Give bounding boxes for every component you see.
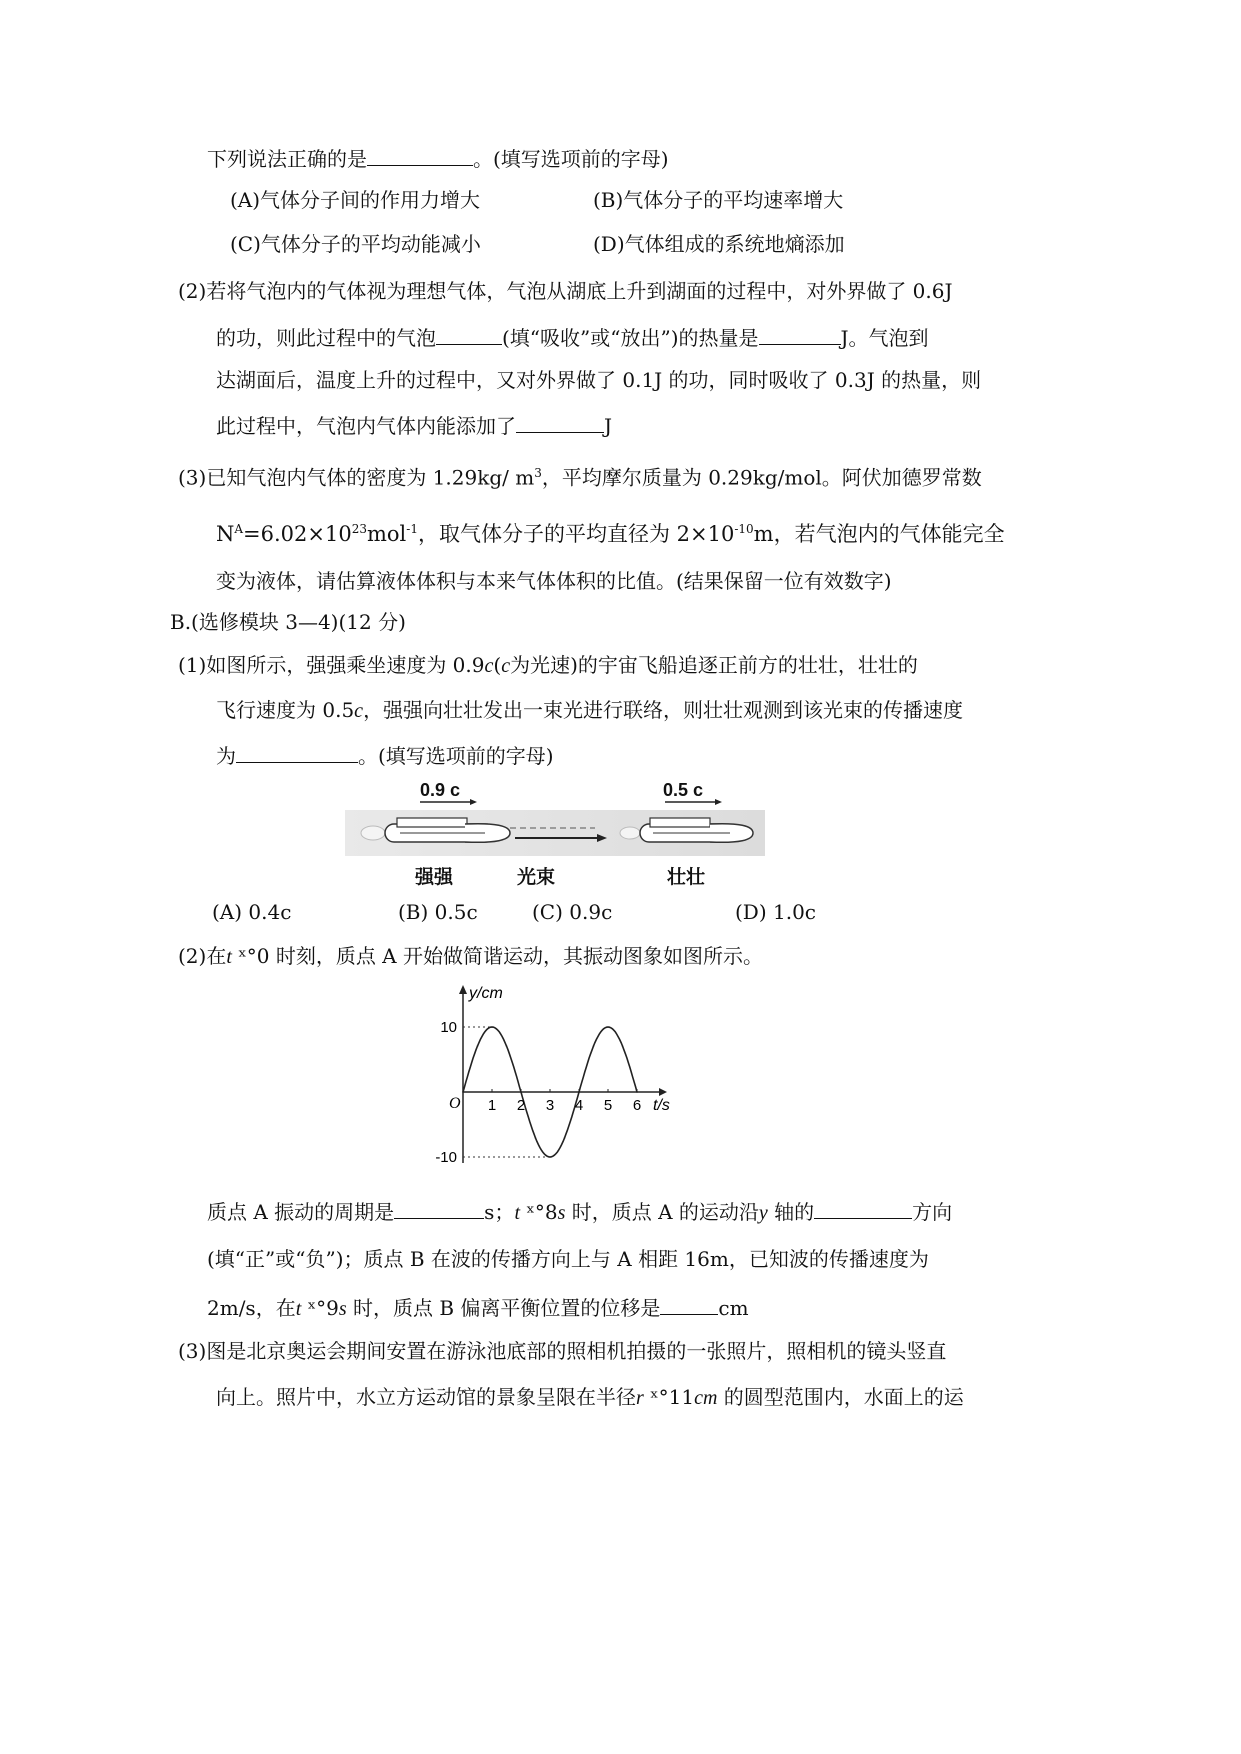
b1-line-2 [216, 696, 963, 725]
vibration-chart-svg [428, 980, 688, 1175]
option-b: (B)气体分子的平均速率增大 [593, 188, 844, 212]
data-point [462, 1091, 464, 1093]
q2-text: J [604, 414, 613, 438]
velocity-arrowhead-right [715, 799, 722, 805]
q3-sup: -1 [406, 522, 418, 536]
y-axis-label: y/cm [469, 985, 503, 1002]
b1-text: 飞行速度为 0.5 [216, 698, 355, 722]
q3-text: N [216, 522, 235, 546]
vibration-chart [428, 980, 688, 1175]
absorb-release-blank[interactable] [436, 322, 502, 345]
period-blank[interactable] [394, 1196, 484, 1219]
b2-text: (2)在 [178, 944, 227, 968]
direction-blank[interactable] [814, 1196, 912, 1219]
b2q-text: s； [484, 1200, 515, 1224]
b2-text: ˣ°0 时刻，质点 A 开始做简谐运动，其振动图象如图所示。 [231, 944, 763, 968]
option-d: (D)气体组成的系统地熵添加 [593, 232, 845, 256]
x-axis-arrow [659, 1088, 667, 1096]
data-point [506, 1045, 508, 1047]
q3-text: mol [367, 522, 407, 546]
q3-text: ，取气体分子的平均直径为 2×10 [417, 522, 735, 546]
q2-text: 的功，则此过程中的气泡 [216, 326, 436, 350]
x-tick-label: 2 [516, 1097, 526, 1114]
b1-line-1 [178, 651, 918, 680]
b2q-text: 方向 [912, 1200, 953, 1224]
q3-sup: 23 [351, 522, 367, 536]
q2-text: 此过程中，气泡内气体内能添加了 [216, 414, 516, 438]
x-tick-label: 5 [603, 1097, 613, 1114]
b3-text: ˣ°11 [643, 1385, 695, 1409]
b2q-italic: t [514, 1202, 520, 1224]
data-point [607, 1026, 609, 1028]
y-tick-label: -10 [435, 1149, 457, 1166]
x-axis-label: t/s [653, 1097, 670, 1114]
b2q-line-2: (填“正”或“负”)；质点 B 在波的传播方向上与 A 相距 16m，已知波的传播速度为 [207, 1247, 929, 1271]
x-tick-label: 1 [487, 1097, 497, 1114]
b2-italic: t [226, 946, 232, 968]
displacement-blank[interactable] [660, 1292, 718, 1315]
heat-blank[interactable] [759, 322, 841, 345]
answer-blank[interactable] [367, 143, 473, 166]
b3-italic: r [636, 1387, 644, 1409]
data-point [535, 1137, 537, 1139]
b2q-line-3 [207, 1292, 749, 1323]
data-point [477, 1045, 479, 1047]
q3-text: ，平均摩尔质量为 0.29kg/mol。阿伏加德罗常数 [541, 465, 982, 490]
b1-line-3 [216, 740, 554, 770]
b2q-text: 质点 A 振动的周期是 [207, 1200, 395, 1224]
q3-text: m，若气泡内的气体能完全 [753, 522, 1005, 546]
spaceship-figure [345, 770, 765, 890]
q3-line-1 [178, 459, 982, 492]
b3-italic: cm [694, 1387, 718, 1409]
b2-line-1 [178, 942, 763, 971]
b1-italic: c [484, 655, 494, 677]
y-axis-arrow [459, 985, 467, 994]
b3-line-2 [216, 1383, 964, 1412]
x-tick-label: 4 [574, 1097, 584, 1114]
speed-label-right: 0.5 c [663, 780, 704, 800]
b3-line-1: (3)图是北京奥运会期间安置在游泳池底部的照相机拍摄的一张照片，照相机的镜头竖直 [178, 1339, 947, 1363]
b1-italic: c [501, 655, 511, 677]
light-speed-blank[interactable] [236, 740, 358, 763]
q3-line-3: 变为液体，请估算液体体积与本来气体体积的比值。(结果保留一位有效数字) [216, 569, 892, 593]
data-point [491, 1026, 493, 1028]
b2q-line-1 [207, 1196, 952, 1227]
origin-label: O [449, 1095, 461, 1112]
b2q-text: 轴的 [767, 1200, 815, 1224]
velocity-arrowhead-left [470, 799, 477, 805]
b2q-italic: y [758, 1202, 768, 1224]
question-prompt [207, 143, 669, 173]
q2-line-1: (2)若将气泡内的气体视为理想气体，气泡从湖底上升到湖面的过程中，对外界做了 0.6J [178, 279, 953, 303]
q2-line-2 [216, 322, 929, 352]
q3-sup: A [234, 522, 244, 536]
q2-line-3: 达湖面后，温度上升的过程中，又对外界做了 0.1J 的功，同时吸收了 0.3J 的热量，则 [216, 368, 982, 392]
q3-line-2 [216, 515, 1005, 548]
b1-italic: c [354, 700, 364, 722]
speed-label-left: 0.9 c [420, 780, 461, 800]
b2q-text: 2m/s，在 [207, 1296, 296, 1320]
b2q-text: ˣ°8 [520, 1200, 558, 1224]
b1-text: (1)如图所示，强强乘坐速度为 0.9 [178, 653, 485, 677]
b3-text: 向上。照片中，水立方运动馆的景象呈限在半径 [216, 1385, 636, 1409]
q2-line-4 [216, 410, 612, 440]
b2q-text: 时，质点 B 偏离平衡位置的位移是 [346, 1296, 661, 1320]
b2q-text: 时，质点 A 的运动沿 [565, 1200, 759, 1224]
b1-text: ，强强向壮壮发出一束光进行联络，则壮壮观测到该光束的传播速度 [363, 698, 964, 722]
q3-sup: -10 [734, 522, 754, 536]
label-zhuangzhuang: 壮壮 [667, 866, 706, 888]
b3-text: 的圆型范围内，水面上的运 [717, 1385, 964, 1409]
x-tick-label: 6 [632, 1097, 642, 1114]
b2q-italic: s [338, 1298, 347, 1320]
option-d2: (D) 1.0c [735, 900, 817, 924]
q3-text: (3)已知气泡内气体的密度为 1.29kg/ m [178, 465, 535, 490]
b2q-italic: t [295, 1298, 302, 1320]
internal-energy-blank[interactable] [516, 410, 604, 433]
label-qiangqiang: 强强 [415, 866, 454, 888]
prompt-hint: 。(填写选项前的字母) [473, 147, 669, 171]
option-c2: (C) 0.9c [532, 900, 613, 924]
b1-text: 为 [216, 744, 236, 768]
b2q-text: cm [718, 1296, 749, 1320]
data-point [549, 1156, 551, 1158]
prompt-text: 下列说法正确的是 [207, 147, 367, 171]
data-point [593, 1045, 595, 1047]
b2q-text: ˣ°9 [301, 1296, 339, 1320]
y-tick-label: 10 [440, 1019, 457, 1036]
b1-text: 为光速)的宇宙飞船追逐正前方的壮壮，壮壮的 [510, 653, 918, 677]
option-b2: (B) 0.5c [398, 900, 478, 924]
option-c: (C)气体分子的平均动能减小 [230, 232, 481, 256]
section-b-heading: B.(选修模块 3—4)(12 分) [170, 610, 406, 634]
x-tick-label: 3 [545, 1097, 555, 1114]
b1-text: ( [493, 653, 502, 677]
q3-text: =6.02×10 [243, 522, 352, 546]
q2-text: J。气泡到 [840, 326, 929, 350]
q2-text: (填“吸收”或“放出”)的热量是 [502, 326, 759, 350]
option-a2: (A) 0.4c [212, 900, 292, 924]
data-point [564, 1137, 566, 1139]
label-light-beam: 光束 [517, 866, 556, 888]
data-point [622, 1045, 624, 1047]
q3-sup: 3 [534, 466, 542, 480]
b1-text: 。(填写选项前的字母) [358, 744, 554, 768]
b2q-italic: s [557, 1202, 566, 1224]
option-a: (A)气体分子间的作用力增大 [230, 188, 481, 212]
